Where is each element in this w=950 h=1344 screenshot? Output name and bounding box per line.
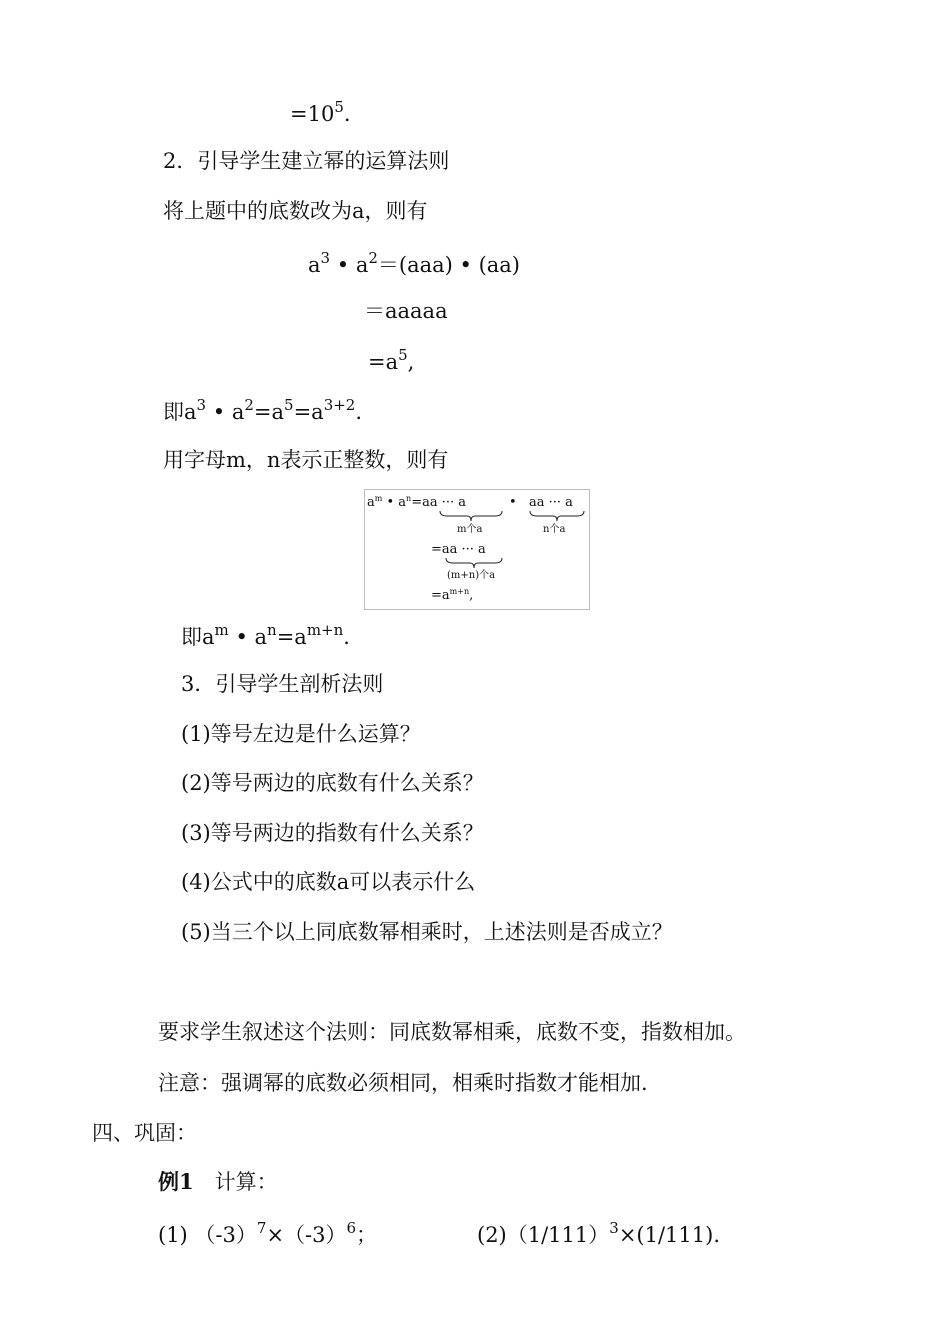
question-2: (2)等号两边的底数有什么关系？	[181, 771, 484, 795]
text: =10	[290, 102, 335, 126]
equation-line-ten-power	[290, 99, 351, 129]
superscript: 7	[256, 1219, 267, 1237]
text: 计算：	[193, 1170, 278, 1194]
superscript: m	[374, 494, 383, 503]
brace-label-mn: (m+n)个a	[447, 570, 496, 581]
text: .	[343, 102, 351, 126]
step-3-heading: 3．引导学生剖析法则	[181, 672, 384, 696]
text: =a	[293, 400, 324, 424]
text: 即a	[181, 625, 215, 649]
superscript: 3+2	[323, 396, 356, 414]
superscript: 3	[320, 249, 331, 267]
equation-line-a3a2	[308, 250, 520, 280]
text: =a	[368, 350, 399, 374]
superscript: m	[214, 621, 229, 639]
underbrace-icon	[439, 510, 503, 522]
question-4: (4)公式中的底数a可以表示什么	[181, 870, 476, 894]
text: =a	[276, 625, 307, 649]
question-1: (1)等号左边是什么运算？	[181, 722, 421, 746]
figure-row-1-right: aa ··· a	[529, 495, 573, 510]
superscript: 3	[196, 396, 207, 414]
superscript: m+n	[306, 621, 344, 639]
example-heading	[158, 1167, 278, 1197]
superscript: 6	[346, 1219, 357, 1237]
text: .	[343, 625, 350, 649]
text: • a	[382, 495, 407, 510]
text: • a	[228, 625, 268, 649]
text: =a	[253, 400, 285, 424]
equation-line-aaaaa: ＝aaaaa	[364, 299, 448, 323]
section-4-heading: 四、巩固：	[92, 1121, 197, 1145]
text: ；	[356, 1223, 378, 1247]
result-line	[163, 397, 362, 427]
superscript: 2	[244, 396, 254, 414]
question-3: (3)等号两边的指数有什么关系？	[181, 821, 484, 845]
text: (2)（1/111）	[477, 1223, 610, 1247]
brace-label-m: m个a	[457, 524, 483, 535]
superscript: n	[267, 621, 277, 639]
text: ×（-3）	[266, 1223, 347, 1247]
equation-line-a5	[368, 347, 414, 377]
rule-line	[181, 622, 350, 652]
text: (1) （-3）	[158, 1223, 257, 1247]
text: a	[308, 253, 321, 277]
figure-row-1-left	[367, 496, 466, 510]
superscript: 2	[368, 249, 378, 267]
text: =a	[431, 588, 450, 603]
text: ,	[469, 588, 474, 603]
text: • a	[206, 400, 245, 424]
figure-row-3	[431, 589, 473, 603]
figure-row-1-dot: •	[509, 495, 517, 510]
superscript: 3	[609, 1219, 619, 1237]
requirement-text: 要求学生叙述这个法则：同底数幂相乘，底数不变，指数相加。	[158, 1020, 746, 1044]
superscript: 5	[398, 346, 408, 364]
letters-text: 用字母m，n表示正整数，则有	[163, 448, 449, 472]
step-2-heading: 2．引导学生建立幂的运算法则	[163, 149, 450, 173]
figure-row-2: =aa ··· a	[431, 542, 486, 557]
text: a	[367, 495, 375, 510]
text: ＝(aaa) • (aa)	[377, 253, 520, 277]
superscript: 5	[284, 396, 294, 414]
text: .	[355, 400, 363, 424]
note-text: 注意：强调幂的底数必须相同，相乘时指数才能相加.	[158, 1071, 648, 1095]
text: • a	[330, 253, 369, 277]
base-change-text: 将上题中的底数改为a，则有	[163, 199, 428, 223]
problem-2	[477, 1220, 720, 1250]
text: ,	[407, 350, 415, 374]
problem-1	[158, 1220, 377, 1250]
example-label: 例1	[158, 1169, 194, 1194]
superscript: 5	[334, 98, 344, 116]
text: 即a	[163, 400, 197, 424]
underbrace-icon	[529, 510, 585, 522]
superscript: m+n	[449, 587, 470, 596]
derivation-figure	[364, 489, 590, 610]
brace-label-n: n个a	[543, 524, 566, 535]
text: =aa ··· a	[411, 495, 467, 510]
text: ×(1/111).	[618, 1223, 720, 1247]
question-5: (5)当三个以上同底数幂相乘时，上述法则是否成立？	[181, 920, 673, 944]
underbrace-icon	[445, 557, 503, 569]
superscript: n	[406, 494, 412, 503]
